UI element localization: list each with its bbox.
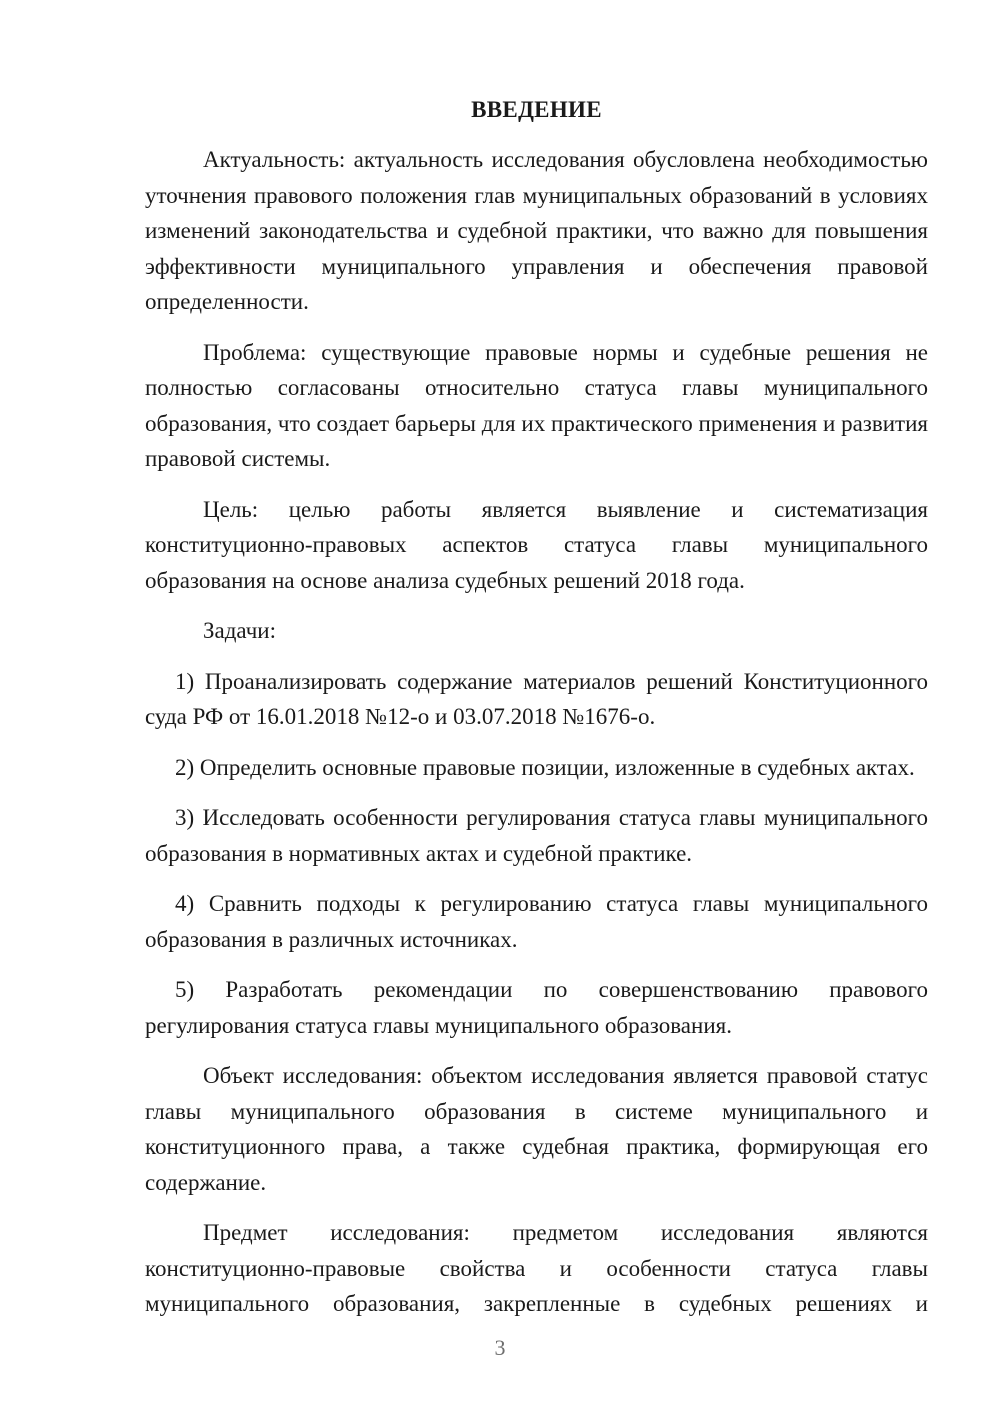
paragraph-subject: Предмет исследования: предметом исследования являются конституционно-правовые свойства и особенности статуса главы муниципального образования, закрепленные в судебных решениях и — [145, 1220, 928, 1316]
task-item: 5) Разработать рекомендации по совершенствованию правового регулирования статуса главы муниципального образования. — [145, 977, 928, 1038]
paragraph-relevance: Актуальность: актуальность исследования обусловлена необходимостью уточнения правового положения глав муниципальных образований в условиях изменений законодательства и судебной практики, что важно для повышения эффективности муниципального управления и обеспечения правовой определенности. — [145, 147, 928, 314]
paragraph-object: Объект исследования: объектом исследования является правовой статус главы муниципального образования в системе муниципального и конституционного права, а также судебная практика, формирующая его содержание. — [145, 1063, 928, 1195]
task-item: 2) Определить основные правовые позиции, изложенные в судебных актах. — [175, 754, 915, 780]
task-item: 1) Проанализировать содержание материалов решений Конституционного суда РФ от 16.01.2018 №12-о и 03.07.2018 №1676-о. — [145, 668, 928, 729]
task-item: 3) Исследовать особенности регулирования статуса главы муниципального образования в нормативных актах и судебной практике. — [145, 805, 928, 866]
page-number: 3 — [494, 1335, 506, 1360]
body-text — [145, 142, 928, 1337]
page-heading: ВВЕДЕНИЕ — [471, 97, 602, 122]
tasks-label: Задачи: — [203, 618, 276, 643]
task-item: 4) Сравнить подходы к регулированию статуса главы муниципального образования в различных источниках. — [145, 891, 928, 952]
paragraph-goal: Цель: целью работы является выявление и систематизация конституционно-правовых аспектов статуса главы муниципального образования на основе анализа судебных решений 2018 года. — [145, 496, 928, 593]
paragraph-problem: Проблема: существующие правовые нормы и судебные решения не полностью согласованы относительно статуса главы муниципального образования, что создает барьеры для их практического применения и развития правовой системы. — [145, 339, 928, 471]
